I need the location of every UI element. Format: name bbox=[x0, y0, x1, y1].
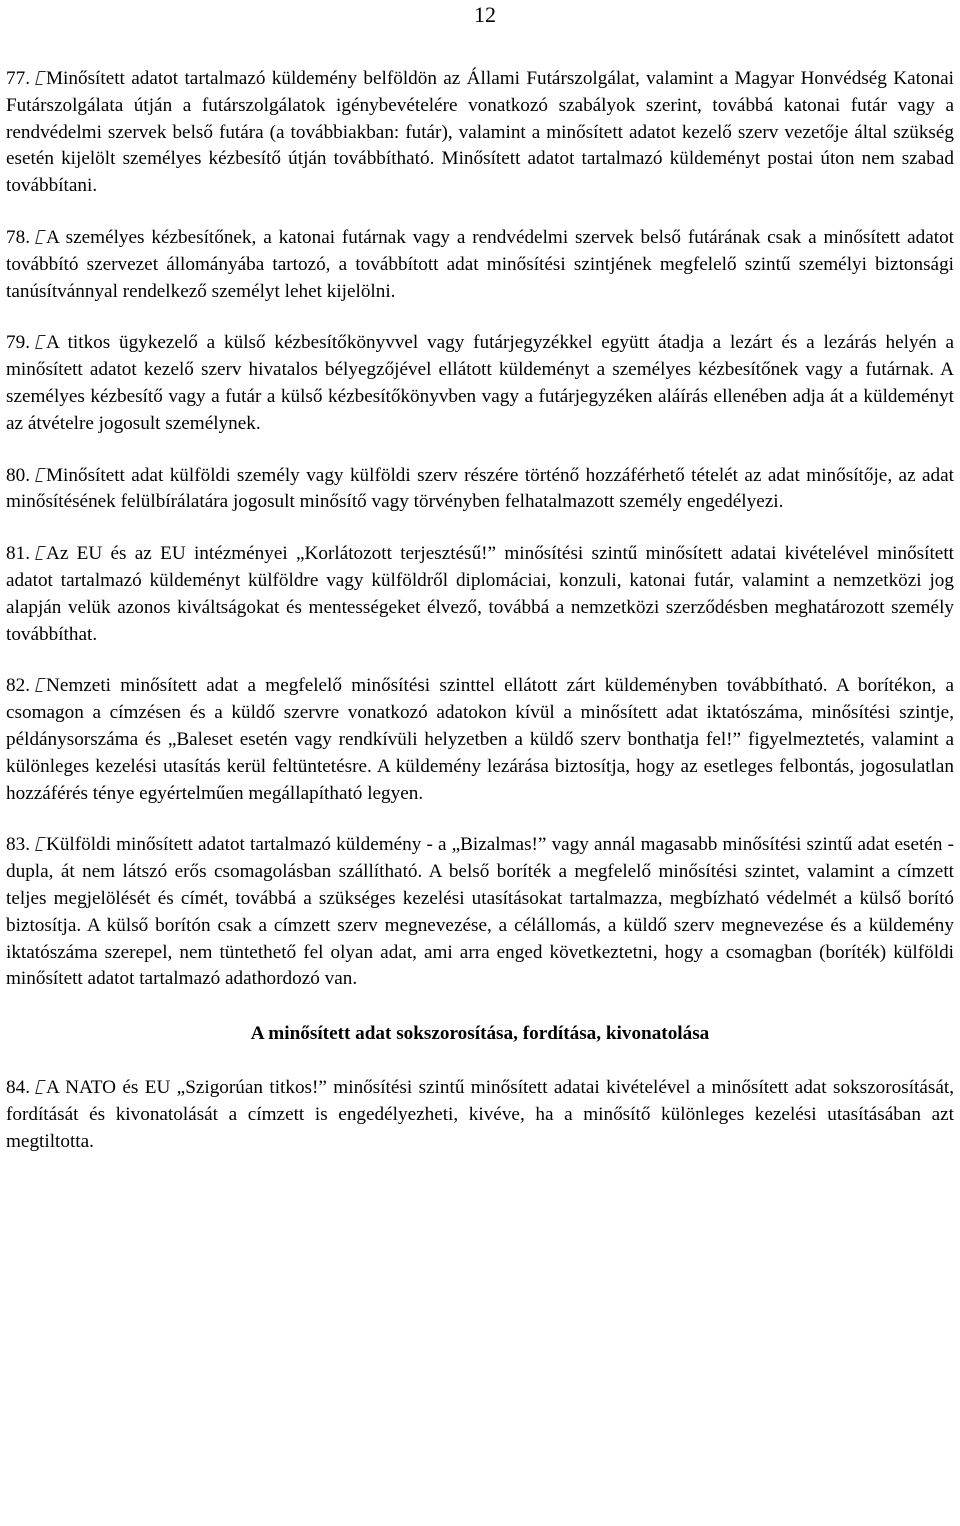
paragraph-text: Minősített adat külföldi személy vagy külföldi szerv részére történő hozzáférhető tételét az adat minősítője, az adat minősítésének felülbírálatára jogosult minősítő vagy törvényben felhatalmazott személy engedélyezi. bbox=[6, 464, 954, 513]
page-number: 12 bbox=[474, 2, 496, 27]
paragraph-82 bbox=[6, 673, 954, 807]
document-body bbox=[6, 66, 954, 1180]
paragraph-text: A személyes kézbesítőnek, a katonai futárnak vagy a rendvédelmi szervek belső futárának csak a minősített adatot továbbító szervezet állományába tartozó, a továbbított adat minősítési szintjének megfelelő szintű személyi biztonsági tanúsítvánnyal rendelkező személyt lehet kijelölni. bbox=[6, 226, 954, 302]
bracket-marker-icon bbox=[30, 1075, 46, 1102]
paragraph-text: Az EU és az EU intézményei „Korlátozott terjesztésű!” minősítési szintű minősített adatai kivételével minősített adatot tartalmazó küldeményt külföldre vagy külföldről diplomáciai, konzuli, katonai futár, valamint a nemzetközi jog alapján velük azonos kiváltságokat és mentességeket élvező, továbbá a nemzetközi szerződésben meghatározott személy továbbíthat. bbox=[6, 543, 954, 645]
paragraph-text: A titkos ügykezelő a külső kézbesítőkönyvvel vagy futárjegyzékkel együtt átadja a lezárt és a lezárás helyén a minősített adatot kezelő szerv hivatalos bélyegzőjével ellátott küldeményt a személyes kézbesítőnek vagy a futárnak. A személyes kézbesítő vagy a futár a külső kézbesítőkönyvben vagy a futárjegyzéken aláírás ellenében adja át a küldeményt az átvételre jogosult személynek. bbox=[6, 332, 954, 434]
paragraph-80 bbox=[6, 463, 954, 517]
bracket-marker-icon bbox=[30, 225, 46, 252]
paragraph-83 bbox=[6, 832, 954, 993]
bracket-marker-icon bbox=[30, 673, 46, 700]
section-heading: A minősített adat sokszorosítása, fordítása, kivonatolása bbox=[250, 1023, 710, 1045]
paragraph-number: 82. bbox=[6, 675, 30, 697]
paragraph-number: 83. bbox=[6, 834, 30, 856]
bracket-marker-icon bbox=[30, 66, 46, 93]
paragraph-number: 78. bbox=[6, 226, 30, 248]
paragraph-text: Külföldi minősített adatot tartalmazó küldemény - a „Bizalmas!” vagy annál magasabb minősítési szintű adat esetén - dupla, át nem látszó erős csomagolásban szállítható. A belső boríték a megfelelő minősítési szintet, valamint a címzett teljes megjelölését és címét, továbbá a szükséges kezelési utasításokat tartalmazza, megbízható védelmét a külső borító biztosítja. A külső borítón csak a címzett szerv megnevezése, a célállomás, a küldő szerv megnevezése és a küldemény iktatószáma szerepel, nem tüntethető fel olyan adat, ami arra enged következtetni, hogy a csomagban (boríték) külföldi minősített adatot tartalmazó adathordozó van. bbox=[6, 834, 954, 990]
bracket-marker-icon bbox=[30, 832, 46, 859]
paragraph-text: A NATO és EU „Szigorúan titkos!” minősítési szintű minősített adatai kivételével a minősített adat sokszorosítását, fordítását és kivonatolását a címzett is engedélyezheti, kivéve, ha a minősítő különleges kezelési utasításában azt megtiltotta. bbox=[6, 1076, 954, 1152]
paragraph-81 bbox=[6, 541, 954, 648]
paragraph-number: 84. bbox=[6, 1076, 30, 1098]
paragraph-text: Minősített adatot tartalmazó küldemény belföldön az Állami Futárszolgálat, valamint a Magyar Honvédség Katonai Futárszolgálata útján a futárszolgálatok igénybevételére vonatkozó szabályok szerint, továbbá katonai futár vagy a rendvédelmi szervek belső futára (a továbbiakban: futár), valamint a minősített adatot kezelő szerv vezetője által szükség esetén kijelölt személyes kézbesítő útján továbbítható. Minősített adatot tartalmazó küldeményt postai úton nem szabad továbbítani. bbox=[6, 68, 954, 197]
paragraph-number: 80. bbox=[6, 464, 30, 486]
bracket-marker-icon bbox=[30, 330, 46, 357]
paragraph-number: 77. bbox=[6, 68, 30, 89]
paragraph-number: 81. bbox=[6, 543, 30, 565]
bracket-marker-icon bbox=[30, 541, 46, 568]
paragraph-78 bbox=[6, 225, 954, 305]
paragraph-79 bbox=[6, 330, 954, 437]
paragraph-84 bbox=[6, 1075, 954, 1155]
paragraph-text: Nemzeti minősített adat a megfelelő minősítési szinttel ellátott zárt küldeményben továbbítható. A borítékon, a csomagon a címzésen és a küldő szervre vonatkozó adatokon kívül a minősített adat iktatószáma, minősítési szintje, példánysorszáma és „Baleset esetén vagy rendkívüli helyzetben a küldő szerv bonthatja fel!” figyelmeztetés, valamint a különleges kezelési utasítás kerül feltüntetésre. A küldemény lezárása biztosítja, hogy az esetleges felbontás, jogosulatlan hozzáférés ténye egyértelműen megállapítható legyen. bbox=[6, 675, 954, 804]
paragraph-77 bbox=[6, 66, 954, 200]
bracket-marker-icon bbox=[30, 463, 46, 490]
paragraph-number: 79. bbox=[6, 332, 30, 354]
